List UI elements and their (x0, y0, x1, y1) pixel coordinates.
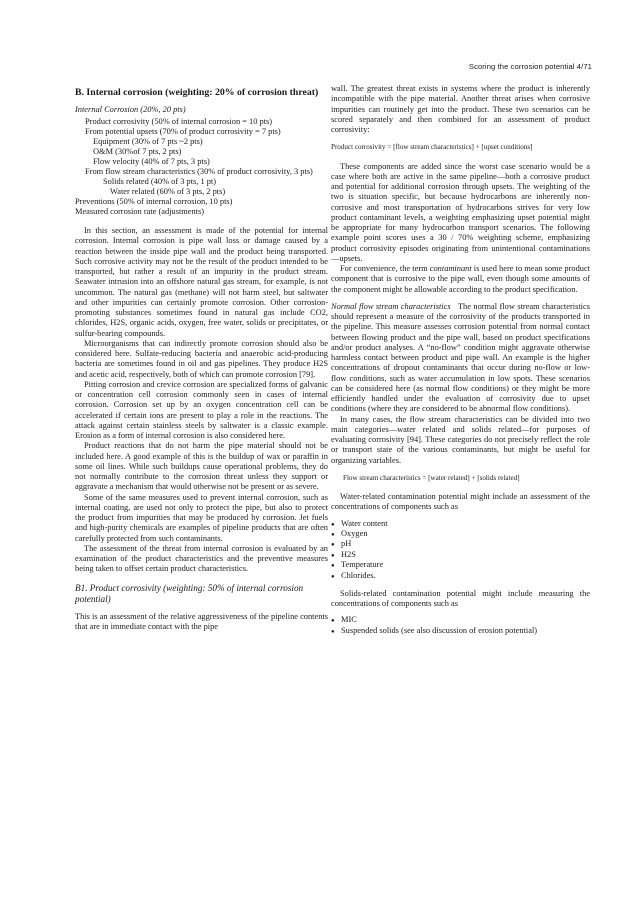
bullet-icon: ● (331, 542, 335, 549)
outline-item: Flow velocity (40% of 7 pts, 3 pts) (93, 157, 210, 166)
bullet-icon: ● (331, 573, 335, 580)
outline-item: From potential upsets (70% of product corrosivity = 7 pts) (85, 127, 281, 136)
outline-item: O&M (30%of 7 pts, 2 pts) (93, 147, 182, 156)
running-header: Scoring the corrosion potential 4/71 (468, 62, 592, 71)
paragraph: In many cases, the flow stream characteristics can be divided into two main categories—water related and solids related—for purposes of evaluating corrosivity [94]. These categories do not precisely reflect the role or transport state of the various contaminants, but might be useful for organizing variables. (331, 414, 590, 465)
outline-item: Water related (60% of 3 pts, 2 pts) (110, 187, 226, 196)
paragraph: wall. The greatest threat exists in systems where the product is inherently incompatible with the pipe material. Another threat arises when corrosive impurities can routinely get into the product. These two scenarios can be scored separately and then combined for an assessment of product corrosivity: (331, 84, 590, 134)
water-related-list (331, 519, 590, 581)
list-item: ● Oxygen (331, 529, 590, 539)
equation-flow-stream: Flow stream characteristics = [water related] + [solids related] (343, 473, 520, 482)
outline-item: Solids related (40% of 3 pts, 1 pt) (103, 177, 217, 186)
outline-item: Internal Corrosion (20%, 20 pts) (75, 105, 186, 114)
list-item: ● H2S (331, 550, 590, 560)
scoring-outline (75, 105, 328, 217)
outline-item: Preventions (50% of internal corrosion, 10 pts) (75, 197, 233, 206)
paragraph: These components are added since the worst case scenario would be a case where both are active in the same pipeline—both a corrosive product and potential for additional corrosion through upsets. The weighting of the two is situation specific, but because hydrocarbons are inherently non-corrosive and most transportation of hydrocarbons strives for very low product contaminant levels, a weighting emphasizing upset potential might be appropriate for many hydrocarbon transport scenarios. The following example point scores uses a 30 / 70% weighting scheme, emphasizing product corrosivity episodes originating from unintentional contaminations—upsets. (331, 161, 590, 263)
paragraph: For convenience, the term contaminant is used here to mean some product component that is corrosive to the pipe wall, even though some amounts of the component might be allowable according to the product specification. (331, 264, 590, 294)
paragraph: In this section, an assessment is made of the potential for internal corrosion. Internal corrosion is pipe wall loss or damage caused by a reaction between the inside pipe wall and the product being transported. Such corrosive activity may not be the result of the product intended to be transported, but rather a result of an impurity in the product stream. Seawater intrusion into an offshore natural gas stream, for example, is not uncommon. The natural gas (methane) will not harm steel, but saltwater and other impurities can certainly promote corrosion. Other corrosion-promoting substances sometimes found in natural gas include CO2, chlorides, H2S, organic acids, oxygen, free water, solids or precipitates, or sulfur-bearing compounds. (75, 226, 328, 338)
left-column (75, 84, 328, 632)
paragraph: Water-related contamination potential might include an assessment of the concentrations of components such as (331, 492, 590, 512)
paragraph: Microorganisms that can indirectly promote corrosion should also be considered here. Sulfate-reducing bacteria and anaerobic acid-producing bacteria are sometimes found in oil and gas pipelines. They produce H2S and acetic acid, respectively, both of which can promote corrosion [79]. (75, 338, 328, 379)
solids-related-list (331, 615, 590, 636)
bullet-icon: ● (331, 521, 335, 528)
bullet-icon: ● (331, 531, 335, 538)
list-item: ● MIC (331, 615, 590, 625)
paragraph: The assessment of the threat from internal corrosion is evaluated by an examination of the product characteristics and the preventive measures being taken to offset certain product characteristics. (75, 543, 328, 574)
bullet-icon: ● (331, 628, 335, 635)
paragraph: Pitting corrosion and crevice corrosion are specialized forms of galvanic or concentration cell corrosion commonly seen in cases of internal corrosion. Corrosion set up by an oxygen concentration cell can be accelerated if certain ions are present to play a role in the reactions. The attack against certain stainless steels by saltwater is a classic example. Erosion as a form of internal corrosion is also considered here. (75, 379, 328, 440)
paragraph: Product reactions that do not harm the pipe material should not be included here. A good example of this is the buildup of wax or paraffin in some oil lines. While such buildups cause operational problems, they do not normally contribute to the corrosion threat unless they support or aggravate a mechanism that would otherwise not be present or as severe. (75, 441, 328, 492)
paragraph: Some of the same measures used to prevent internal corrosion, such as internal coating, are used not only to protect the pipe, but also to protect the product from impurities that may be produced by corrosion. Jet fuels and high-purity chemicals are examples of pipeline products that are often carefully protected from such contaminants. (75, 492, 328, 543)
outline-item: Measured corrosion rate (adjustments) (75, 207, 205, 216)
section-title: B. Internal corrosion (weighting: 20% of corrosion threat) (75, 87, 319, 98)
list-item: ● Chlorides. (331, 571, 590, 581)
list-item: ● Suspended solids (see also discussion of erosion potential) (331, 626, 590, 636)
right-column (331, 84, 590, 644)
list-item: ● pH (331, 539, 590, 549)
bullet-icon: ● (331, 618, 335, 625)
bullet-icon: ● (331, 563, 335, 570)
paragraph: Solids-related contamination potential might include measuring the concentrations of components such as (331, 588, 590, 609)
equation-product-corrosivity: Product corrosivity = [flow stream characteristics] + [upset conditions] (331, 143, 533, 152)
list-item: ● Water content (331, 519, 590, 529)
outline-item: From flow stream characteristics (30% of product corrosivity, 3 pts) (85, 167, 313, 176)
subheading-flow-stream: Normal flow stream characteristics (331, 301, 451, 311)
paragraph (331, 302, 590, 415)
outline-item: Equipment (30% of 7 pts ~2 pts) (93, 137, 203, 146)
paragraph-text: The normal flow stream characteristics should represent a measure of the corrosivity of the products transported in the pipeline. This measure assesses corrosion potential from normal contact between flowing product and the pipe wall, based on product specifications and/or product analyses. A “no-flow” condition might aggravate otherwise harmless contact between product and pipe wall. An example is the higher concentrations of dropout contaminants that occur during no-flow or low-flow conditions, such as water accumulation in low spots. These scenarios can be considered here (as normal flow conditions) or they might be more efficiently handled under the evaluation of corrosivity due to upset conditions (where they are considered to be abnormal flow conditions). (331, 301, 590, 414)
list-item: ● Temperature (331, 560, 590, 570)
bullet-icon: ● (331, 552, 335, 559)
subsection-title: B1. Product corrosivity (weighting: 50% of internal corrosion potential) (75, 582, 304, 604)
outline-item: Product corrosivity (50% of internal corrosion = 10 pts) (85, 117, 273, 126)
paragraph: This is an assessment of the relative aggressiveness of the pipeline contents that are in immediate contact with the pipe (75, 611, 328, 631)
